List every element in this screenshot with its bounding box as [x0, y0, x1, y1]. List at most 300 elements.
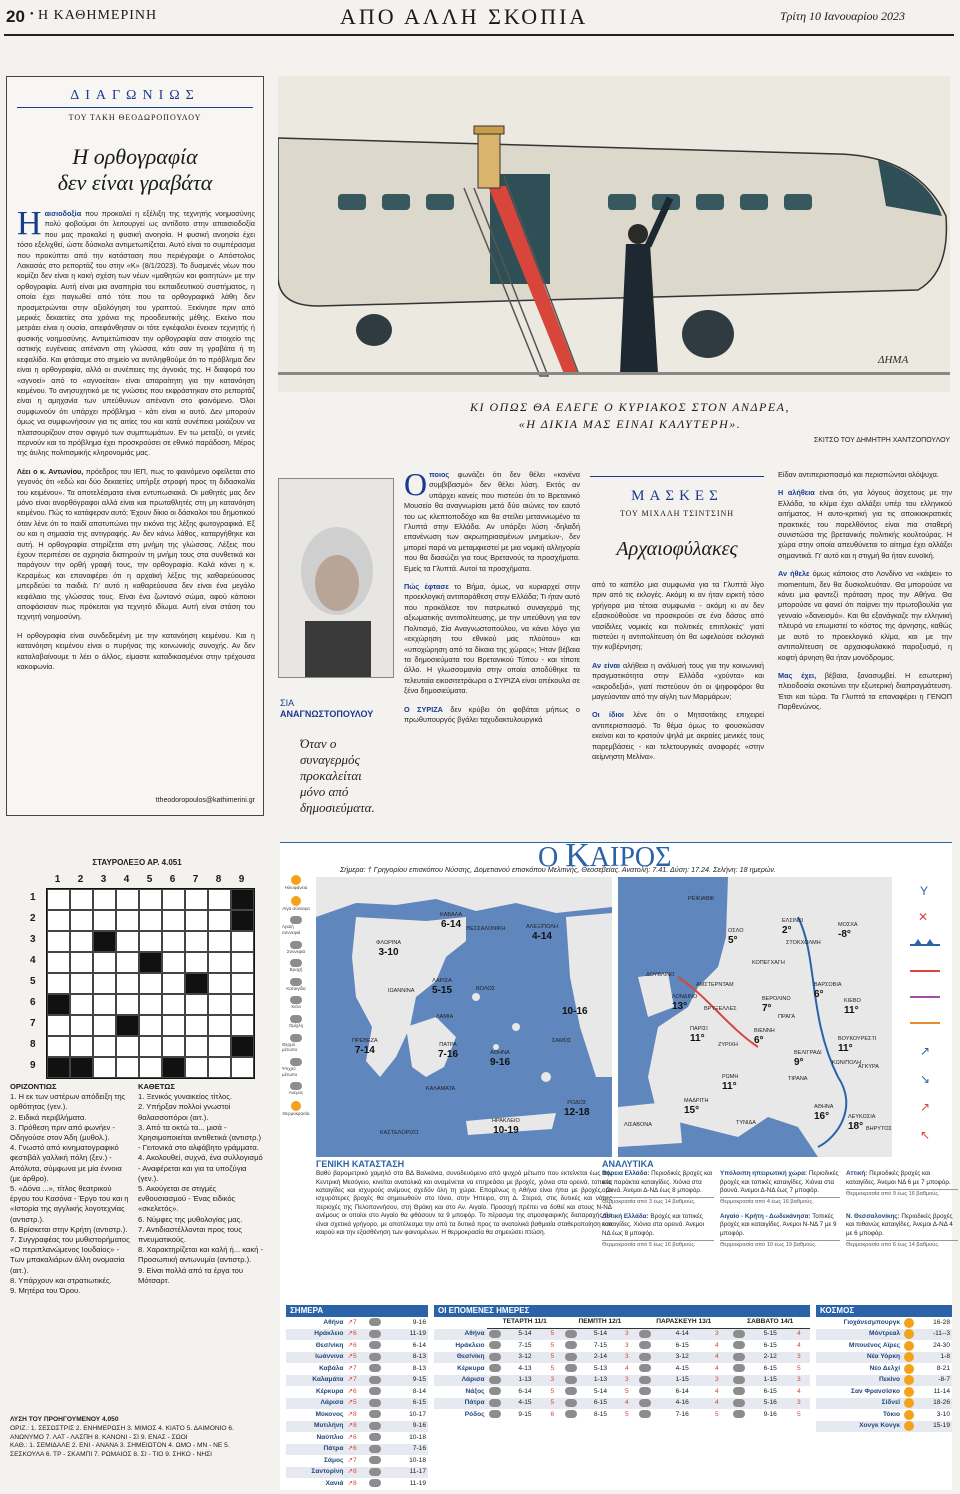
sun-icon: [904, 1421, 914, 1431]
table-row: [286, 1340, 428, 1352]
city-temp: 2°: [782, 925, 792, 936]
rain-cloud-icon: [369, 1387, 381, 1395]
crossword-cell[interactable]: [70, 973, 93, 994]
crossword-cell[interactable]: [47, 931, 70, 952]
temp-range: 1-13: [592, 1375, 623, 1387]
temp-range: 11-17: [394, 1467, 428, 1479]
temp-range: 5-14: [593, 1387, 608, 1395]
wind-value: 5: [796, 1364, 801, 1372]
paragraph-3: Η ορθογραφία είναι συνδεδεμένη με την κατανόηση κειμένου. Και η κατανόηση κειμένου είναι ο πυρήνας της κοινωνικής συνοχής. Αν δεν καταλαβαίνουμε τι λέει ο άλλος, είμαστε καταδικασμένοι στην τρέχουσα κακοφωνία.: [17, 630, 255, 672]
wind-value: 4: [714, 1364, 719, 1372]
c2-paragraph-1: φωνάζει ότι δεν θέλει «κανένα συμβιβασμό» δεν θέλει λύση. Εκτός αν υπάρχει κανείς που πιστεύει ότι το Βρετανικό Μουσείο θα αναγνωρίσει μετά δύο αιώνες τον εαυτό του ως κλεπτοποδόχο και θα στείλει μεταννιωμένο τα Γλυπτά στην Ελλάδα. Αν υπάρξει λύση -δηλαδή επανένωση των ακρωτηριασμένων μνημείων-, δεν μπορεί παρά να μεταμφιεστεί με μια νομική αλληγορία που θα διασώζει για τους Βρετανούς τα προσχήματα. Εμείς τα Γλυπτά. Αυτοί τα προσχήματα.: [404, 470, 580, 573]
article-title-line2: δεν είναι γραβάτα: [57, 170, 213, 195]
crossword-cell[interactable]: [47, 889, 70, 910]
crossword-cell[interactable]: [231, 973, 254, 994]
crossword-cell[interactable]: [185, 1057, 208, 1078]
crossword-grid[interactable]: [46, 888, 255, 1079]
crossword-cell[interactable]: [139, 994, 162, 1015]
wind-arrow-icon: ↗: [347, 1318, 353, 1326]
region-temp: Θερμοκρασία από 3 έως 14 βαθμούς.: [602, 1197, 714, 1206]
cartoon-illustration: [278, 76, 950, 392]
weather-icon: [565, 1341, 577, 1349]
crossword-cell[interactable]: [47, 1015, 70, 1036]
crossword-column-numbers: [46, 874, 253, 887]
crossword-cell[interactable]: [185, 910, 208, 931]
wind-arrow-icon: ↗: [347, 1341, 353, 1349]
wind-cell: [345, 1455, 367, 1467]
crossword-cell[interactable]: [162, 994, 185, 1015]
wind-cell: [345, 1398, 367, 1410]
icon-cell: [563, 1375, 592, 1387]
city-name: Σάμος: [323, 1456, 344, 1464]
city-name: Χανιά: [325, 1479, 344, 1487]
weather-icon: [489, 1341, 501, 1349]
c3-paragraph-3-lead: Οι ίδιοι: [592, 710, 624, 720]
temp-range: 9-16: [763, 1410, 777, 1418]
europe-city-label: [794, 1049, 822, 1067]
world-heading: ΚΟΣΜΟΣ: [816, 1305, 952, 1317]
city-temp: 18°: [848, 1121, 864, 1132]
crossword-col-number: 4: [123, 874, 130, 885]
paragraph-2-lead: Λέει ο κ. Αντωνίου,: [17, 466, 84, 476]
europe-city-label: [858, 1063, 879, 1072]
europe-city-label: [786, 939, 821, 948]
crossword-cell[interactable]: [139, 1036, 162, 1057]
weather-icon: [733, 1410, 745, 1418]
table-row: [816, 1317, 952, 1329]
greece-city-label: [352, 1037, 378, 1055]
crossword-cell[interactable]: [231, 1057, 254, 1078]
europe-city-label: [832, 1059, 861, 1068]
greece-city-label: [376, 939, 401, 957]
weather-icon: [639, 1410, 651, 1418]
sun-icon: [904, 1364, 914, 1374]
crossword-cell[interactable]: [208, 889, 231, 910]
europe-city-label: [762, 995, 791, 1013]
crossword-cell[interactable]: [116, 931, 139, 952]
region-text: Περιοδικές βροχές και πιθανώς καταιγίδες. Άνεμοι Δ-ΝΔ 4 με 6 μποφόρ.: [846, 1212, 953, 1237]
icon-cell: [367, 1398, 393, 1410]
crossword-cell[interactable]: [208, 910, 231, 931]
rain-cloud-icon: [369, 1433, 381, 1441]
temp-range: 6-15: [763, 1387, 777, 1395]
temp-range: 5-13: [593, 1364, 608, 1372]
crossword-row-number: 1: [30, 892, 36, 904]
table-row: [816, 1386, 952, 1398]
europe-city-label: [646, 971, 674, 980]
table-row: [816, 1329, 952, 1341]
cloud-icon: [290, 1015, 302, 1023]
c4-paragraph-3: βέβαια, ξανασυμβεί. Η εσωτερική πλειοδοσία σκοτώνει την εξωτερική διαπραγμάτευση. Έτσι και τώρα. Τα Γλυπτά τα επαναφέρει η ΓΕΝΟΠ Παρθενώνος.: [778, 670, 952, 712]
icon-cell: [487, 1386, 517, 1398]
crossword-cell[interactable]: [116, 973, 139, 994]
solution-down: ΚΑΘ.: 1. ΣΕΜΙΔΑΛΕ 2. ΕΝΙ - ΑΝΑΝΑ 3. ΣΗΜΕΙΩΤΟΝ 4. ΩΜΟ - ΜΝ - ΝΕ 5. ΣΕΣΚΟΥΛΑ 6. ΤΡ - ΣΚΑΜΠΙ 7. ΡΩΜΑΙΟΣ 8. ΣΙ - ΤΙΟ 9. ΣΗΚΟ - ΝΗΣΙ: [10, 1442, 230, 1459]
rain-cloud-icon: [369, 1410, 381, 1418]
crossword-cell[interactable]: [139, 1015, 162, 1036]
wind-value: 6: [550, 1410, 555, 1418]
temp-range: 8-13: [412, 1364, 426, 1372]
temp-range: 6-14: [518, 1387, 532, 1395]
temp-range: 7-15: [593, 1341, 608, 1349]
city-temp: 5-15: [432, 985, 453, 996]
crossword-row-number: 2: [30, 913, 36, 925]
legend-item: [282, 978, 310, 992]
crossword-cell[interactable]: [70, 931, 93, 952]
crossword-cell[interactable]: [208, 931, 231, 952]
section-title: ΑΠΟ ΑΛΛΗ ΣΚΟΠΙΑ: [340, 4, 589, 29]
author-first-name: ΣΙΑ: [280, 698, 295, 708]
icon-cell: [731, 1409, 762, 1421]
column-byline: ΤΟΥ ΤΑΚΗ ΘΕΟΔΩΡΟΠΟΥΛΟΥ: [68, 113, 202, 122]
c2-paragraph-2: το Βήμα, όμως, να κυριαρχεί στην προεκλογική αντιπαράθεση στην Ελλάδα; Τι ήταν αυτό που προκάλεσε τον πατριωτικό συναγερμό της αξιωματικής αντιπολίτευσης, με την υπεύθυνη για τον Πολιτισμό, Σία Αναγνωστοπούλου, να κάνει λόγο για «εκχώρηση του εθνικού μας πλούτου» και «υποχώρηση από τα δίκαια της χώρας»; Ήταν βέβαια τα δημοσιεύματα του Βρετανικού Τύπου - και τίποτε άλλο. Η γλωσσομανία στην οποία αποδύθηκε τα τελευταία εικοσιτετράωρα ο ΣΥΡΙΖΑ είναι οπέκουλα σε ξένα δημοσιεύματα.: [404, 582, 580, 696]
wind-value: 7: [352, 1376, 357, 1384]
crossword-cell[interactable]: [93, 952, 116, 973]
next-days-heading: ΟΙ ΕΠΟΜΕΝΕΣ ΗΜΕΡΕΣ: [434, 1305, 810, 1317]
wind-arrow-icon: ↗: [347, 1399, 353, 1407]
rain-cloud-icon: [369, 1364, 381, 1372]
city-name: ΠΡΑΓΑ: [778, 1014, 796, 1020]
today-rows: [286, 1317, 428, 1490]
crossword-cell[interactable]: [139, 889, 162, 910]
crossword-cell[interactable]: [116, 952, 139, 973]
city-temp: 16°: [814, 1111, 830, 1122]
crossword-cell[interactable]: [93, 994, 116, 1015]
crossword-cell[interactable]: [116, 889, 139, 910]
region-name: Βόρεια Ελλάδα:: [602, 1170, 650, 1178]
crossword-black-cell: [47, 994, 70, 1015]
crossword-row-number: 6: [30, 997, 36, 1009]
header-spacer: [434, 1317, 487, 1329]
city-temp: 10-19: [493, 1125, 519, 1136]
crossword-cell[interactable]: [93, 889, 116, 910]
weather-icon: [733, 1399, 745, 1407]
city-name: Κέρκυρα: [457, 1364, 485, 1372]
wind-value: 7: [352, 1364, 357, 1372]
icon-cell: [367, 1363, 393, 1375]
wind-value: 3: [625, 1341, 629, 1349]
crossword-cell[interactable]: [185, 889, 208, 910]
crossword-cell[interactable]: [93, 1036, 116, 1057]
crossword-across: [10, 1082, 132, 1412]
wind-value: 5: [550, 1387, 555, 1395]
crossword-cell[interactable]: [185, 1036, 208, 1057]
city-name: ΒΕΛΙΓΡΑΔΙ: [794, 1050, 822, 1056]
wind-arrow-icon: ↗: [347, 1330, 353, 1338]
crossword-cell[interactable]: [93, 1057, 116, 1078]
down-clues: 1. Ξενικός γυναικείος τίτλος. 2. Υπήρξαν πολλοί γνωστοί θαλασσοπόροι (αιτ.). 3. Από τα οκτώ τα... μισά - Χρησιμοποιείται αντιθετικά (αντιστρ.) - Γειτονικά στο αλφάβητο γράμματα. 4. Ακολουθεί, συχνά, ένα συλλογισμό - Αναφέρεται και για τα υποζύγια (γεν.). 5. Ακούγεται σε στιγμές ενθουσιασμού - Ένας ειδικός «σκελετός». 6. Νύμφες της μυθολογίας μας. 7. Αντιδιαστέλλονται προς τους πνευματικούς. 8. Χαρακτηρίζεται και καλή ή... κακή - Προσωπική αντωνυμία (αντιστρ.). 9. Είναι πολλά από τα έργα του Μότσαρτ.: [138, 1092, 263, 1285]
europe-city-label: [688, 895, 715, 904]
temp-range: 10-18: [409, 1433, 426, 1441]
article-title-line1: Η ορθογραφία: [72, 144, 198, 169]
wind-value: 8: [352, 1479, 357, 1487]
temp-range: 1-8: [922, 1352, 952, 1364]
icon-cell: [367, 1317, 393, 1329]
wind-arrow-icon: ↗: [347, 1387, 353, 1395]
icon-cell: [487, 1340, 517, 1352]
weather-icon: [639, 1364, 651, 1372]
crossword-cell[interactable]: [208, 994, 231, 1015]
temp-range: 18-26: [922, 1398, 952, 1410]
today-heading: ΣΗΜΕΡΑ: [286, 1305, 428, 1317]
city-name: Νέο Δελχί: [869, 1364, 901, 1372]
analytic-heading: ΑΝΑΛΥΤΙΚΑ: [602, 1159, 654, 1169]
crossword-cell[interactable]: [139, 910, 162, 931]
table-row: [286, 1467, 428, 1479]
city-name: ΒΡΥΞΕΛΛΕΣ: [704, 1006, 737, 1012]
crossword-cell[interactable]: [231, 931, 254, 952]
greece-city-label: [526, 923, 558, 941]
weather-today-line: Σήμερα: † Γρηγορίου επισκόπου Νύσσης, Δομετιανού επισκόπου Μελιτινής, Θεοσεβείας. Ανατολή: 7.41. Δύση: 17.24. Σελήνη: 18 ημερών.: [340, 865, 777, 874]
weather-icon: [733, 1364, 745, 1372]
masks-header: [590, 476, 764, 572]
crossword-cell[interactable]: [47, 1036, 70, 1057]
author-email[interactable]: ttheodoropoulos@kathimerini.gr: [155, 797, 255, 804]
masks-byline: ΤΟΥ ΜΙΧΑΛΗ ΤΣΙΝΤΣΙΝΗ: [619, 509, 735, 518]
city-temp: 4-14: [531, 931, 552, 942]
legend-label: Χιόνι: [291, 1004, 301, 1010]
crossword-cell[interactable]: [116, 994, 139, 1015]
table-row: [816, 1398, 952, 1410]
weather-icon: [489, 1364, 501, 1372]
crossword-cell[interactable]: [208, 973, 231, 994]
crossword-cell[interactable]: [93, 1015, 116, 1036]
crossword-cell[interactable]: [70, 910, 93, 931]
solution-heading: ΛΥΣΗ ΤΟΥ ΠΡΟΗΓΟΥΜΕΝΟΥ 4.050: [10, 1416, 119, 1423]
wind-value: 6: [352, 1387, 357, 1395]
temp-range: 10-18: [409, 1456, 426, 1464]
column3-body: [592, 580, 764, 810]
legend-label: Λίγα σύννεφα: [282, 905, 310, 911]
greece-city-label: [562, 1007, 588, 1016]
icon-cell: [563, 1409, 592, 1421]
temp-range: 3-12: [674, 1352, 713, 1364]
crossword-cell[interactable]: [162, 931, 185, 952]
city-name: ΣΤΟΚΧΟΛΜΗ: [786, 940, 821, 946]
crossword-cell[interactable]: [47, 910, 70, 931]
crossword: [6, 842, 268, 1487]
wind-value: 4: [713, 1398, 731, 1410]
crossword-cell[interactable]: [116, 1057, 139, 1078]
city-temp: 12-18: [564, 1107, 590, 1118]
svg-text:↗: ↗: [920, 1100, 931, 1114]
city-name: ΠΑΤΡΑ: [439, 1042, 457, 1048]
crossword-cell[interactable]: [185, 994, 208, 1015]
greece-map: [316, 877, 612, 1157]
wind-value: 8: [352, 1422, 357, 1430]
crossword-cell[interactable]: [208, 952, 231, 973]
crossword-cell[interactable]: [162, 1036, 185, 1057]
icon-cell: [563, 1340, 592, 1352]
legend-label: Θερμοκρασία: [282, 1110, 310, 1116]
wind-value: 4: [795, 1329, 810, 1341]
c3-paragraph-3: λένε ότι ο Μητσοτάκης επιχειρεί αντιπερισπασμό. Το θέμα όμως το φουσκώσαν εκείνοι και το κρατούν ψηλά με ακραίες μενικές τους παρεμβάσεις - και τελετουργικές αναφορές «στην αείμνηστη Μελίνα».: [592, 710, 764, 762]
symbol-legend-icons: [900, 883, 950, 1153]
icon-cell: [563, 1386, 592, 1398]
region-temp: Θερμοκρασία από 10 έως 19 βαθμούς.: [720, 1240, 840, 1249]
crossword-black-cell: [139, 952, 162, 973]
crossword-cell[interactable]: [70, 889, 93, 910]
europe-city-label: [754, 1027, 775, 1045]
weather-legend: [282, 875, 310, 1255]
temp-range: 8-21: [936, 1364, 950, 1372]
wind-value: 5: [548, 1352, 562, 1364]
sun-icon: [904, 1398, 914, 1408]
crossword-cell[interactable]: [70, 1015, 93, 1036]
legend-label: Ηλιοφάνεια: [284, 885, 308, 890]
temp-range: 5-16: [762, 1398, 795, 1410]
weather-icon: [565, 1353, 577, 1361]
city-name: ΛΑΡΙΣΑ: [432, 978, 452, 984]
crossword-cell[interactable]: [93, 910, 116, 931]
temp-range: 9-16: [394, 1421, 428, 1433]
temp-range: 11-19: [394, 1329, 428, 1341]
wind-value: 4: [714, 1387, 719, 1395]
region-text: Περιοδικές βροχές και στα παράκτια καταιγίδες. Χιόνια στα ορεινά. Άνεμοι Δ-ΝΔ έως 8 μποφόρ.: [602, 1170, 713, 1195]
crossword-cell[interactable]: [162, 910, 185, 931]
temp-range: 15-19: [922, 1421, 952, 1433]
icon-cell: [637, 1363, 674, 1375]
icon-cell: [902, 1329, 922, 1341]
crossword-cell[interactable]: [185, 1015, 208, 1036]
crossword-col-number: 5: [146, 874, 153, 885]
crossword-col-number: 2: [77, 874, 84, 885]
temp-range: 7-15: [518, 1341, 532, 1349]
weather-icon: [489, 1387, 501, 1395]
city-name: ΚΑΒΑΛΑ: [440, 912, 463, 918]
crossword-cell[interactable]: [47, 952, 70, 973]
crossword-black-cell: [93, 931, 116, 952]
rain-cloud-icon: [369, 1468, 381, 1476]
city-name: Καβάλα: [319, 1364, 344, 1372]
crossword-cell[interactable]: [93, 973, 116, 994]
svg-text:Y: Y: [920, 884, 929, 898]
icon-cell: [487, 1375, 517, 1387]
region-text: Τοπικές βροχές και καταιγίδες. Άνεμοι Ν-ΝΔ 7 με 9 μποφόρ.: [720, 1212, 837, 1237]
region-forecast: [720, 1170, 840, 1207]
europe-city-label: [814, 981, 842, 999]
icon-cell: [731, 1340, 762, 1352]
table-row: [816, 1363, 952, 1375]
greece-map-labels: [316, 877, 612, 1157]
crossword-cell[interactable]: [139, 1057, 162, 1078]
sun-icon: [291, 896, 301, 906]
temp-range: 6-14: [675, 1387, 689, 1395]
city-name: ΠΡΕΒΕΖΑ: [352, 1038, 378, 1044]
crossword-cell[interactable]: [70, 952, 93, 973]
svg-text:↗: ↗: [920, 1044, 931, 1058]
europe-city-label: [814, 1103, 833, 1121]
temp-range: 6-15: [763, 1364, 777, 1372]
kicker-rule: [17, 107, 253, 108]
crossword-cell[interactable]: [208, 1036, 231, 1057]
crossword-cell[interactable]: [231, 1015, 254, 1036]
crossword-cell[interactable]: [208, 1057, 231, 1078]
greece-city-label: [492, 1117, 520, 1135]
region-forecast: [846, 1213, 958, 1250]
legend-label: Συννεφιά: [286, 948, 306, 954]
temp-range: 1-13: [516, 1375, 548, 1387]
crossword-cell[interactable]: [162, 889, 185, 910]
crossword-cell[interactable]: [231, 952, 254, 973]
svg-text:↘: ↘: [920, 1072, 931, 1086]
legend-item: [282, 1082, 310, 1096]
wind-cell: [345, 1352, 367, 1364]
table-row: [434, 1329, 810, 1341]
city-name: ΤΥΝΙΔΑ: [736, 1120, 756, 1126]
region-temp: Θερμοκρασία από 4 έως 16 βαθμούς.: [720, 1197, 840, 1206]
icon-cell: [367, 1467, 393, 1479]
table-row: [286, 1478, 428, 1490]
crossword-cell[interactable]: [162, 952, 185, 973]
icon-cell: [731, 1386, 762, 1398]
temp-range: 11-19: [409, 1479, 426, 1487]
crossword-row-number: 5: [30, 976, 36, 988]
crossword-cell[interactable]: [70, 994, 93, 1015]
city-temp: 6-14: [441, 919, 462, 930]
wind-arrow-icon: ↗: [347, 1479, 353, 1487]
europe-city-label: [696, 981, 734, 990]
city-temp: 9-16: [490, 1057, 511, 1068]
crossword-col-number: 6: [169, 874, 176, 885]
city-temp: 11°: [844, 1005, 859, 1016]
legend-item: [282, 1034, 310, 1053]
legend-item: [282, 875, 310, 891]
city-name: Ηράκλειο: [455, 1341, 485, 1349]
crossword-cell[interactable]: [185, 931, 208, 952]
sun-icon: [904, 1329, 914, 1339]
wind-value: 8: [352, 1468, 357, 1476]
crossword-cell[interactable]: [185, 952, 208, 973]
city-name: ΚΑΣΤΕΛΟΡΙΖΟ: [380, 1130, 419, 1136]
symbol-legend: [900, 883, 950, 1153]
crossword-cell[interactable]: [162, 973, 185, 994]
icon-cell: [367, 1375, 393, 1387]
greece-city-label: [388, 987, 414, 996]
crossword-cell[interactable]: [162, 1015, 185, 1036]
temp-range: 4-15: [516, 1398, 548, 1410]
article-body: [17, 209, 255, 794]
city-name: ΒΙΕΝΝΗ: [754, 1028, 775, 1034]
europe-city-label: [722, 1073, 738, 1091]
weather-icon: [565, 1387, 577, 1395]
crossword-cell[interactable]: [231, 994, 254, 1015]
legend-item: [282, 1058, 310, 1077]
temp-range: 2-12: [762, 1352, 795, 1364]
crossword-cell[interactable]: [139, 973, 162, 994]
wind-value: 4: [623, 1398, 637, 1410]
crossword-cell[interactable]: [47, 973, 70, 994]
crossword-cell[interactable]: [70, 1036, 93, 1057]
europe-city-label: [752, 959, 785, 968]
europe-city-label: [718, 1041, 738, 1050]
region-name: Αττική:: [846, 1170, 868, 1178]
crossword-cell[interactable]: [116, 1036, 139, 1057]
icon-cell: [367, 1386, 393, 1398]
lead-word: αισιοδοξία: [44, 209, 82, 218]
city-name: Θεσ/νίκη: [315, 1341, 344, 1349]
city-name: ΛΙΣΑΒΟΝΑ: [624, 1122, 652, 1128]
crossword-row-number: 4: [30, 955, 36, 967]
region-temp: Θερμοκρασία από 5 έως 16 βαθμούς.: [602, 1240, 714, 1249]
icon-cell: [487, 1352, 517, 1364]
crossword-cell[interactable]: [208, 1015, 231, 1036]
crossword-cell[interactable]: [139, 931, 162, 952]
legend-item: [282, 1101, 310, 1117]
wind-value: 3: [713, 1375, 731, 1387]
crossword-down: [138, 1082, 264, 1412]
crossword-cell[interactable]: [116, 910, 139, 931]
greece-city-label: [438, 1041, 458, 1059]
